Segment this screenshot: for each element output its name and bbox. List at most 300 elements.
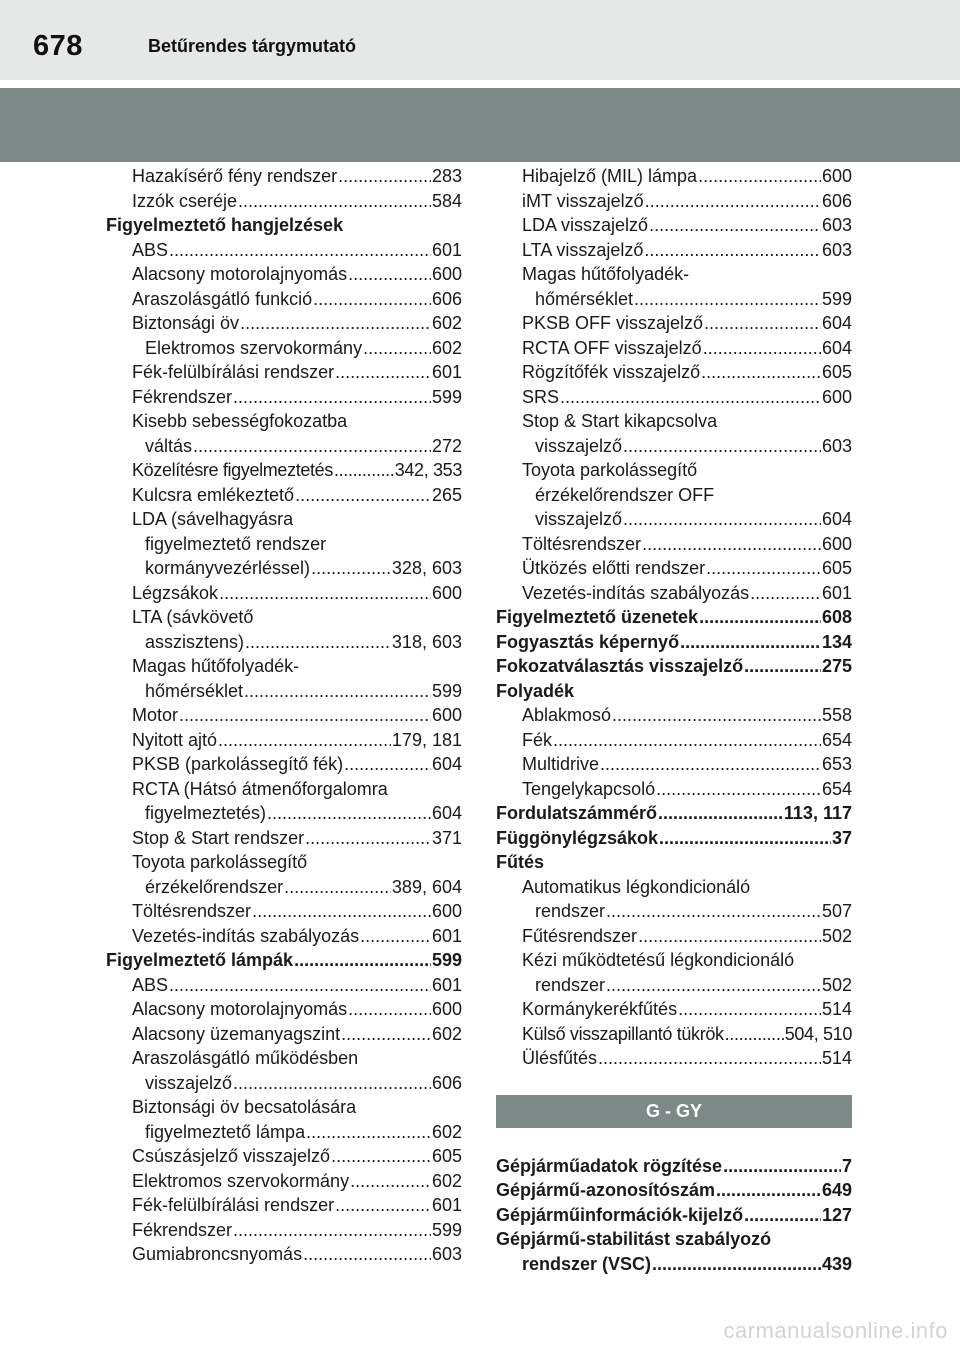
dot-leader — [341, 1022, 431, 1047]
dot-leader — [331, 1144, 431, 1169]
entry-text: Fékrendszer — [132, 1219, 233, 1240]
page-reference: 599 — [431, 386, 462, 407]
index-entry — [496, 409, 852, 434]
dot-leader — [240, 311, 431, 336]
entry-text: PKSB OFF visszajelző — [522, 313, 704, 333]
entry-text: Biztonsági öv becsatolására — [132, 1097, 357, 1117]
entry-text: Csúszásjelző visszajelző — [132, 1146, 331, 1166]
entry-text: Stop & Start rendszer — [132, 827, 305, 848]
page-reference: 600 — [431, 705, 462, 725]
dot-leader — [606, 899, 821, 924]
entry-text: Elektromos szervokormány — [132, 1170, 350, 1191]
dot-leader — [360, 924, 431, 949]
entry-text: SRS — [522, 386, 560, 407]
page-reference: 328, 603 — [391, 558, 462, 578]
index-entry — [496, 434, 852, 459]
index-entry — [496, 238, 852, 263]
page-reference: 134 — [821, 631, 852, 652]
page-reference: 283 — [431, 166, 462, 186]
page-reference: 504, 510 — [784, 1023, 852, 1044]
index-entry — [106, 826, 462, 851]
index-entry — [106, 752, 462, 777]
page-reference: 602 — [431, 1023, 462, 1044]
index-entry — [496, 1022, 852, 1047]
entry-text: Közelítésre figyelmeztetés — [132, 460, 333, 480]
dot-leader — [338, 164, 431, 189]
page-reference: 603 — [431, 1244, 462, 1264]
dot-leader — [706, 556, 821, 581]
entry-text: Magas hűtőfolyadék- — [132, 656, 300, 676]
dot-leader — [701, 360, 821, 385]
entry-text: rendszer (VSC) — [522, 1253, 652, 1274]
index-entry — [496, 458, 852, 483]
dot-leader — [294, 948, 431, 973]
entry-text: Toyota parkolássegítő — [522, 460, 698, 480]
dot-leader — [311, 556, 391, 581]
entry-text: Gumiabroncsnyomás — [132, 1244, 303, 1264]
entry-text: RCTA (Hátsó átmenőforgalomra — [132, 778, 388, 799]
index-entry — [106, 434, 462, 459]
entry-text: Gépjármű-azonosítószám — [496, 1180, 716, 1200]
dot-leader — [284, 875, 391, 900]
entry-text: Automatikus légkondicionáló — [522, 876, 751, 897]
dot-leader — [193, 434, 431, 459]
page-reference: 502 — [821, 925, 852, 946]
index-entry — [106, 385, 462, 410]
page-reference: 502 — [821, 974, 852, 995]
entry-text: Alacsony motorolajnyomás — [132, 999, 348, 1019]
dot-leader — [645, 189, 821, 214]
index-heading — [496, 826, 852, 851]
entry-text: hőmérséklet — [145, 680, 244, 701]
page-reference: 602 — [431, 1170, 462, 1191]
dot-leader — [750, 581, 821, 606]
index-entry — [496, 1046, 852, 1071]
dot-leader — [704, 311, 821, 336]
page-reference: 604 — [821, 509, 852, 529]
entry-text: Fogyasztás képernyő — [496, 631, 680, 652]
entry-text: visszajelző — [535, 509, 623, 529]
index-entry — [106, 654, 462, 679]
entry-text: Légzsákok — [132, 582, 219, 603]
page-reference: 608 — [821, 607, 852, 627]
dot-leader — [218, 728, 391, 753]
index-heading — [496, 1154, 852, 1179]
dot-leader — [350, 1169, 431, 1194]
page-reference: 604 — [431, 754, 462, 774]
entry-text: asszisztens) — [145, 631, 245, 652]
entry-text: hőmérséklet — [535, 288, 634, 309]
page-reference: 603 — [821, 239, 852, 260]
dot-leader — [295, 483, 431, 508]
entry-text: érzékelőrendszer — [145, 876, 284, 897]
entry-text: Kormánykerékfűtés — [522, 999, 678, 1019]
dot-leader — [306, 1120, 431, 1145]
index-entry — [496, 777, 852, 802]
entry-text: Araszolásgátló működésben — [132, 1048, 359, 1068]
index-entry — [106, 164, 462, 189]
index-entry — [106, 409, 462, 434]
index-entry — [496, 311, 852, 336]
dot-leader — [344, 752, 431, 777]
page-reference: 7 — [841, 1155, 852, 1176]
dot-leader — [553, 728, 821, 753]
dot-leader — [267, 801, 431, 826]
index-entry — [106, 336, 462, 361]
dot-leader — [233, 1071, 431, 1096]
dot-leader — [659, 826, 831, 851]
dot-leader — [348, 262, 431, 287]
dot-leader — [716, 1178, 821, 1203]
page-reference: 179, 181 — [391, 729, 462, 750]
page-title: Betűrendes tárgymutató — [148, 36, 357, 56]
dot-leader — [698, 164, 821, 189]
entry-text: LTA visszajelző — [522, 239, 644, 260]
entry-text: LDA visszajelző — [522, 215, 649, 235]
index-entry — [106, 630, 462, 655]
dot-leader — [656, 777, 821, 802]
entry-text: RCTA OFF visszajelző — [522, 337, 702, 358]
entry-text: Kisebb sebességfokozatba — [132, 411, 348, 431]
index-entry — [496, 703, 852, 728]
dot-leader — [703, 336, 821, 361]
page-reference: 601 — [431, 925, 462, 946]
page-reference: 604 — [821, 313, 852, 333]
dot-leader — [560, 385, 821, 410]
index-entry — [496, 336, 852, 361]
dot-leader — [252, 899, 431, 924]
index-entry — [106, 1071, 462, 1096]
page-reference: 603 — [821, 215, 852, 235]
entry-text: Kézi működtetésű légkondicionáló — [522, 950, 795, 970]
index-entry — [496, 213, 852, 238]
dot-leader — [623, 507, 821, 532]
entry-text: kormányvezérléssel) — [145, 558, 311, 578]
index-entry — [106, 703, 462, 728]
entry-text: Alacsony motorolajnyomás — [132, 264, 348, 284]
index-entry — [106, 1218, 462, 1243]
index-entry — [106, 1046, 462, 1071]
entry-text: Gépjárműadatok rögzítése — [496, 1155, 723, 1176]
index-entry — [106, 507, 462, 532]
page-reference: 606 — [431, 1072, 462, 1093]
index-entry — [106, 1169, 462, 1194]
page-reference: 113, 117 — [783, 803, 852, 823]
index-entry — [496, 262, 852, 287]
page-reference: 37 — [831, 827, 852, 848]
dot-leader — [678, 997, 821, 1022]
dot-leader — [313, 287, 431, 312]
index-entry — [496, 924, 852, 949]
dot-leader — [244, 679, 431, 704]
entry-text: figyelmeztető lámpa — [145, 1121, 306, 1142]
page-reference: 600 — [821, 533, 852, 554]
page-reference: 605 — [431, 1146, 462, 1166]
header-band — [0, 88, 960, 162]
index-heading — [496, 654, 852, 679]
index-entry — [106, 189, 462, 214]
page-reference: 600 — [821, 386, 852, 407]
dot-leader — [723, 1154, 841, 1179]
entry-text: Folyadék — [496, 680, 575, 701]
entry-text: LTA (sávkövető — [132, 607, 254, 627]
dot-leader — [335, 1193, 431, 1218]
entry-text: Fékrendszer — [132, 386, 233, 407]
index-entry — [106, 532, 462, 557]
index-entry — [496, 483, 852, 508]
page-reference: 654 — [821, 729, 852, 750]
dot-leader — [658, 801, 783, 826]
page-reference: 601 — [821, 582, 852, 603]
index-entry — [496, 997, 852, 1022]
page-reference: 605 — [821, 558, 852, 578]
index-list-f — [496, 164, 852, 1071]
entry-text: PKSB (parkolássegítő fék) — [132, 754, 344, 774]
entry-text: rendszer — [535, 901, 606, 921]
index-entry — [496, 385, 852, 410]
dot-leader — [598, 1046, 821, 1071]
entry-text: figyelmeztetés) — [145, 803, 267, 823]
dot-leader — [725, 1022, 784, 1047]
index-heading — [496, 1203, 852, 1228]
entry-text: Ütközés előtti rendszer — [522, 558, 706, 578]
index-entry — [496, 532, 852, 557]
index-entry — [106, 1144, 462, 1169]
page-reference: 601 — [431, 1195, 462, 1215]
index-entry — [496, 899, 852, 924]
entry-text: Külső visszapillantó tükrök — [522, 1023, 724, 1044]
page-reference: 558 — [821, 705, 852, 725]
index-heading — [496, 1227, 852, 1252]
entry-text: Fék — [522, 729, 553, 750]
page-reference: 654 — [821, 778, 852, 799]
entry-text: Figyelmeztető hangjelzések — [106, 215, 344, 235]
entry-text: visszajelző — [535, 435, 623, 456]
index-entry — [106, 899, 462, 924]
page-reference: 606 — [431, 288, 462, 309]
page-reference: 599 — [821, 288, 852, 309]
index-entry — [496, 752, 852, 777]
page-reference: 653 — [821, 754, 852, 774]
page-reference: 601 — [431, 974, 462, 995]
page-reference: 389, 604 — [391, 876, 462, 897]
dot-leader — [606, 973, 821, 998]
entry-text: figyelmeztető rendszer — [145, 533, 327, 554]
dot-leader — [642, 532, 821, 557]
dot-leader — [638, 924, 821, 949]
page-reference: 601 — [431, 362, 462, 382]
dot-leader — [169, 238, 431, 263]
index-entry — [106, 997, 462, 1022]
page-reference: 600 — [431, 264, 462, 284]
index-entry — [496, 728, 852, 753]
entry-text: Rögzítőfék visszajelző — [522, 362, 701, 382]
page-reference: 371 — [431, 827, 462, 848]
index-heading — [496, 801, 852, 826]
index-entry — [496, 973, 852, 998]
entry-text: Izzók cseréje — [132, 190, 238, 211]
page-reference: 600 — [431, 582, 462, 603]
page-reference: 602 — [431, 313, 462, 333]
entry-text: Multidrive — [522, 754, 600, 774]
page-reference: 600 — [431, 901, 462, 921]
index-heading — [106, 948, 462, 973]
section-heading-g-gy: G - GY — [496, 1095, 852, 1128]
dot-leader — [245, 630, 391, 655]
dot-leader — [744, 1203, 821, 1228]
entry-text: Fűtés — [496, 852, 545, 872]
entry-text: érzékelőrendszer OFF — [535, 484, 715, 505]
page-reference: 127 — [821, 1204, 852, 1225]
dot-leader — [652, 1252, 821, 1277]
index-entry — [106, 581, 462, 606]
index-column-left — [106, 164, 462, 1267]
index-entry — [106, 458, 462, 483]
index-entry — [496, 581, 852, 606]
page-reference: 507 — [821, 901, 852, 921]
index-entry — [106, 1022, 462, 1047]
index-entry — [106, 1120, 462, 1145]
dot-leader — [219, 581, 431, 606]
index-entry — [106, 728, 462, 753]
dot-leader — [169, 973, 431, 998]
entry-text: Hazakísérő fény rendszer — [132, 166, 338, 186]
page-reference: 584 — [431, 190, 462, 211]
index-entry — [106, 850, 462, 875]
header-bar — [0, 0, 960, 80]
page-reference: 604 — [821, 337, 852, 358]
entry-text: Alacsony üzemanyagszint — [132, 1023, 341, 1044]
entry-text: Araszolásgátló funkció — [132, 288, 313, 309]
page-reference: 604 — [431, 803, 462, 823]
page-reference: 265 — [431, 484, 462, 505]
index-entry — [106, 1193, 462, 1218]
page-reference: 599 — [431, 950, 462, 970]
dot-leader — [744, 654, 821, 679]
index-entry — [106, 556, 462, 581]
entry-text: Kulcsra emlékeztető — [132, 484, 295, 505]
entry-text: ABS — [132, 974, 169, 995]
page-reference: 318, 603 — [391, 631, 462, 652]
index-entry — [106, 777, 462, 802]
dot-leader — [303, 1242, 431, 1267]
entry-text: Stop & Start kikapcsolva — [522, 411, 718, 431]
entry-text: Elektromos szervokormány — [145, 337, 363, 358]
entry-text: iMT visszajelző — [522, 190, 644, 211]
entry-text: Ülésfűtés — [522, 1048, 598, 1068]
entry-text: Töltésrendszer — [522, 533, 642, 554]
index-heading — [496, 630, 852, 655]
dot-leader — [334, 458, 394, 483]
watermark: carmanualsonline.info — [723, 1318, 948, 1343]
index-entry — [106, 360, 462, 385]
index-column-right — [496, 164, 852, 1276]
entry-text: Biztonsági öv — [132, 313, 240, 333]
index-entry — [496, 189, 852, 214]
entry-text: Gépjármű-stabilitást szabályozó — [496, 1229, 772, 1249]
entry-text: Fék-felülbírálási rendszer — [132, 1195, 335, 1215]
page-reference: 275 — [821, 656, 852, 676]
index-entry — [106, 973, 462, 998]
index-heading — [496, 605, 852, 630]
entry-text: rendszer — [535, 974, 606, 995]
page-reference: 603 — [821, 435, 852, 456]
entry-text: Magas hűtőfolyadék- — [522, 264, 690, 284]
dot-leader — [335, 360, 431, 385]
page-reference: 606 — [821, 190, 852, 211]
page-reference: 600 — [821, 166, 852, 186]
index-entry — [106, 1242, 462, 1267]
dot-leader — [238, 189, 431, 214]
index-heading — [496, 850, 852, 875]
entry-text: Vezetés-indítás szabályozás — [522, 582, 750, 603]
page-reference: 649 — [821, 1180, 852, 1200]
entry-text: Figyelmeztető lámpák — [106, 950, 294, 970]
page-reference: 599 — [431, 680, 462, 701]
entry-text: Fűtésrendszer — [522, 925, 638, 946]
entry-text: Fokozatválasztás visszajelző — [496, 656, 744, 676]
index-entry — [106, 875, 462, 900]
dot-leader — [233, 385, 431, 410]
entry-text: Töltésrendszer — [132, 901, 252, 921]
page-reference: 599 — [431, 1219, 462, 1240]
entry-text: Vezetés-indítás szabályozás — [132, 925, 360, 946]
dot-leader — [600, 752, 821, 777]
entry-text: ABS — [132, 239, 169, 260]
page-reference: 605 — [821, 362, 852, 382]
entry-text: visszajelző — [145, 1072, 233, 1093]
index-list-g — [496, 1154, 852, 1277]
dot-leader — [649, 213, 821, 238]
index-entry — [106, 679, 462, 704]
entry-text: Fordulatszámmérő — [496, 803, 658, 823]
page-reference: 514 — [821, 999, 852, 1019]
index-entry — [106, 924, 462, 949]
dot-leader — [680, 630, 821, 655]
dot-leader — [305, 826, 431, 851]
index-entry — [106, 1095, 462, 1120]
dot-leader — [699, 605, 821, 630]
index-heading — [496, 1178, 852, 1203]
dot-leader — [644, 238, 821, 263]
entry-text: LDA (sávelhagyásra — [132, 509, 294, 529]
index-entry — [496, 948, 852, 973]
index-entry — [496, 507, 852, 532]
page-reference: 601 — [431, 239, 462, 260]
dot-leader — [363, 336, 431, 361]
index-entry — [106, 801, 462, 826]
index-entry — [496, 164, 852, 189]
page-number: 678 — [33, 30, 83, 62]
index-entry — [106, 262, 462, 287]
entry-text: Figyelmeztető üzenetek — [496, 607, 699, 627]
entry-text: Függönylégzsákok — [496, 827, 659, 848]
entry-text: Nyitott ajtó — [132, 729, 218, 750]
index-entry — [496, 875, 852, 900]
dot-leader — [623, 434, 821, 459]
index-entry — [106, 605, 462, 630]
index-entry — [106, 311, 462, 336]
entry-text: Fék-felülbírálási rendszer — [132, 362, 335, 382]
entry-text: Motor — [132, 705, 179, 725]
dot-leader — [233, 1218, 431, 1243]
index-entry — [106, 238, 462, 263]
dot-leader — [179, 703, 431, 728]
dot-leader — [612, 703, 821, 728]
dot-leader — [634, 287, 821, 312]
index-entry — [496, 1252, 852, 1277]
entry-text: Hibajelző (MIL) lámpa — [522, 166, 698, 186]
